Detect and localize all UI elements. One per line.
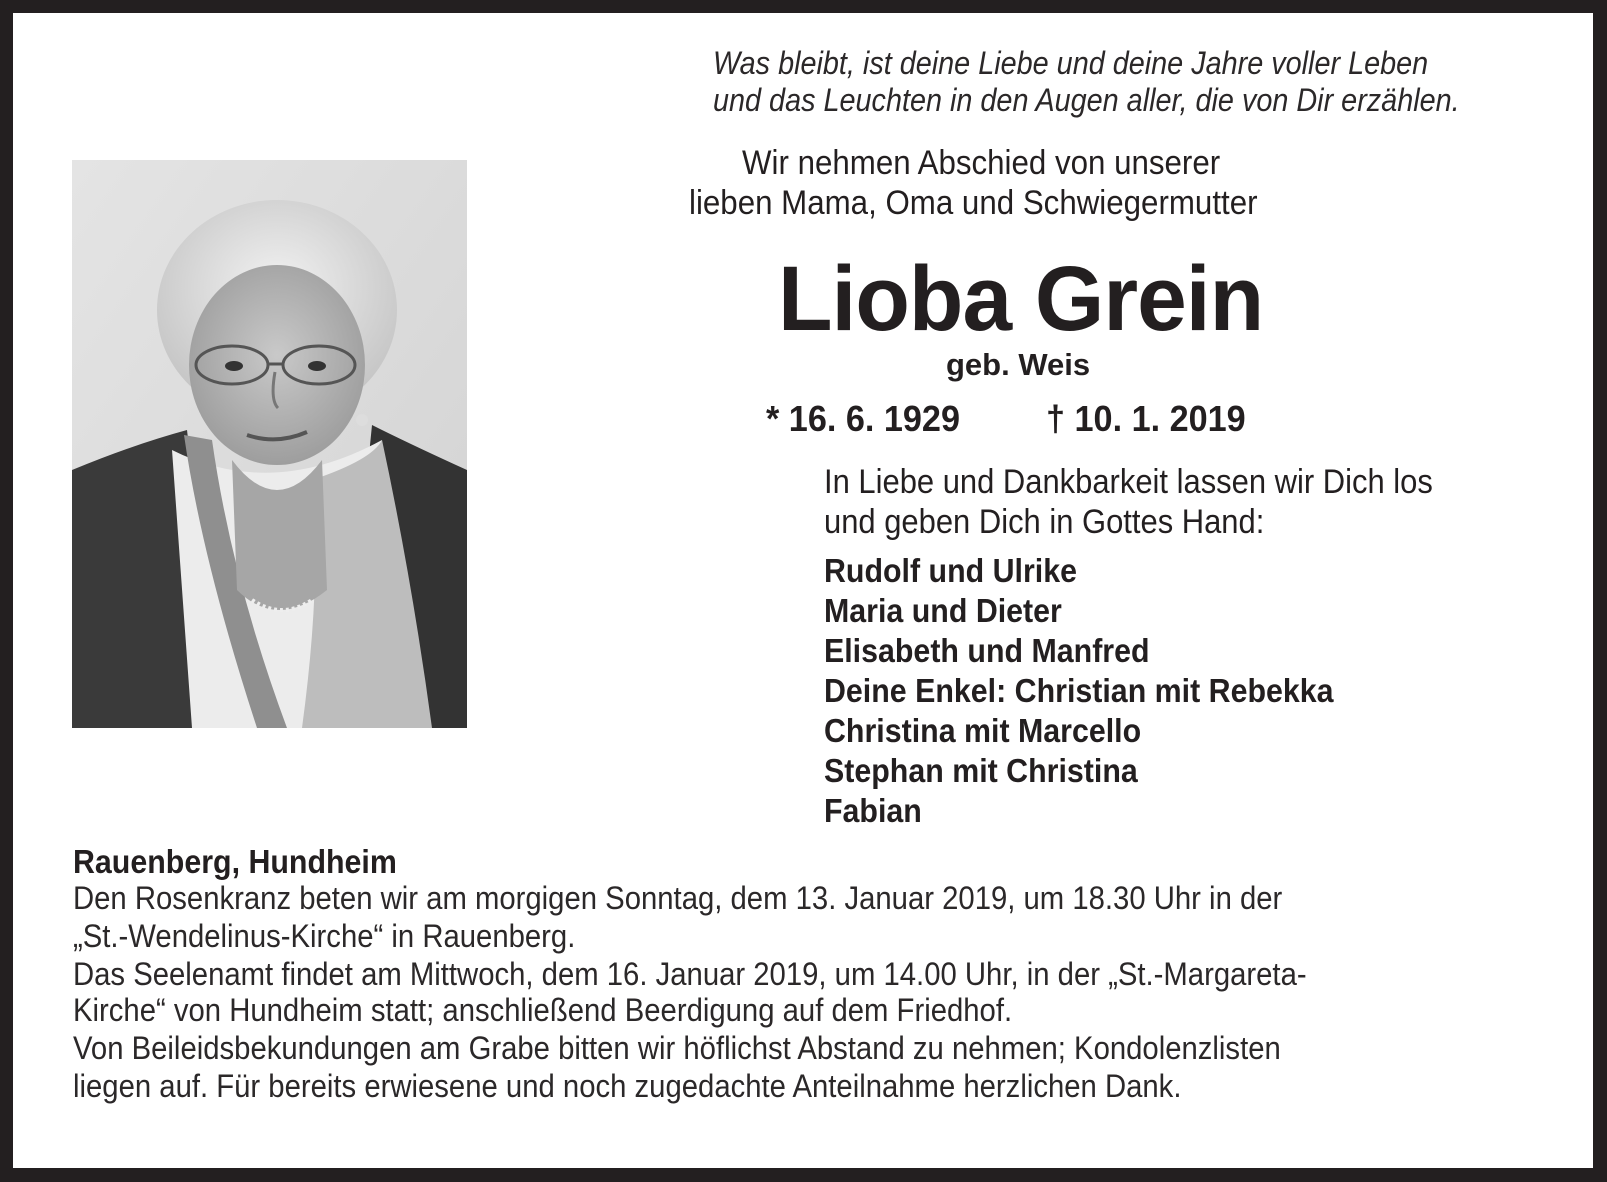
- obituary-card: [13, 13, 1593, 1168]
- mourner-item: Christina mit Marcello: [824, 712, 1142, 749]
- details-line: Von Beileidsbekundungen am Grabe bitten wir höflichst Abstand zu nehmen; Kondolenzlisten: [73, 1030, 1281, 1066]
- death-date: † 10. 1. 2019: [1046, 398, 1246, 439]
- portrait-icon: [72, 160, 467, 728]
- details-line: liegen auf. Für bereits erwiesene und noch zugedachte Anteilnahme herzlichen Dank.: [73, 1068, 1182, 1104]
- mourner-item: Deine Enkel: Christian mit Rebekka: [824, 672, 1334, 709]
- details-line: Kirche“ von Hundheim statt; anschließend Beerdigung auf dem Friedhof.: [73, 992, 1013, 1028]
- intro-line: Wir nehmen Abschied von unserer: [742, 144, 1221, 182]
- details-line: „St.-Wendelinus-Kirche“ in Rauenberg.: [73, 918, 576, 954]
- birth-date: * 16. 6. 1929: [766, 398, 960, 439]
- portrait-photo: [72, 160, 467, 728]
- maiden-name: geb. Weis: [946, 347, 1091, 382]
- motto-line: Was bleibt, ist deine Liebe und deine Jahre voller Leben: [713, 45, 1429, 81]
- mourner-item: Stephan mit Christina: [824, 752, 1138, 789]
- thanks-line: und geben Dich in Gottes Hand:: [824, 503, 1265, 541]
- location-heading: Rauenberg, Hundheim: [73, 843, 397, 880]
- mourner-item: Elisabeth und Manfred: [824, 632, 1150, 669]
- mourner-item: Fabian: [824, 792, 922, 829]
- mourner-item: Maria und Dieter: [824, 592, 1062, 629]
- thanks-line: In Liebe und Dankbarkeit lassen wir Dich los: [824, 463, 1433, 501]
- motto-line: und das Leuchten in den Augen aller, die von Dir erzählen.: [713, 82, 1460, 118]
- mourner-item: Rudolf und Ulrike: [824, 552, 1077, 589]
- intro-line: lieben Mama, Oma und Schwiegermutter: [689, 184, 1258, 222]
- details-line: Das Seelenamt findet am Mittwoch, dem 16. Januar 2019, um 14.00 Uhr, in der „St.-Margareta-: [73, 956, 1307, 992]
- details-line: Den Rosenkranz beten wir am morgigen Sonntag, dem 13. Januar 2019, um 18.30 Uhr in der: [73, 880, 1283, 916]
- deceased-name: Lioba Grein: [778, 248, 1264, 350]
